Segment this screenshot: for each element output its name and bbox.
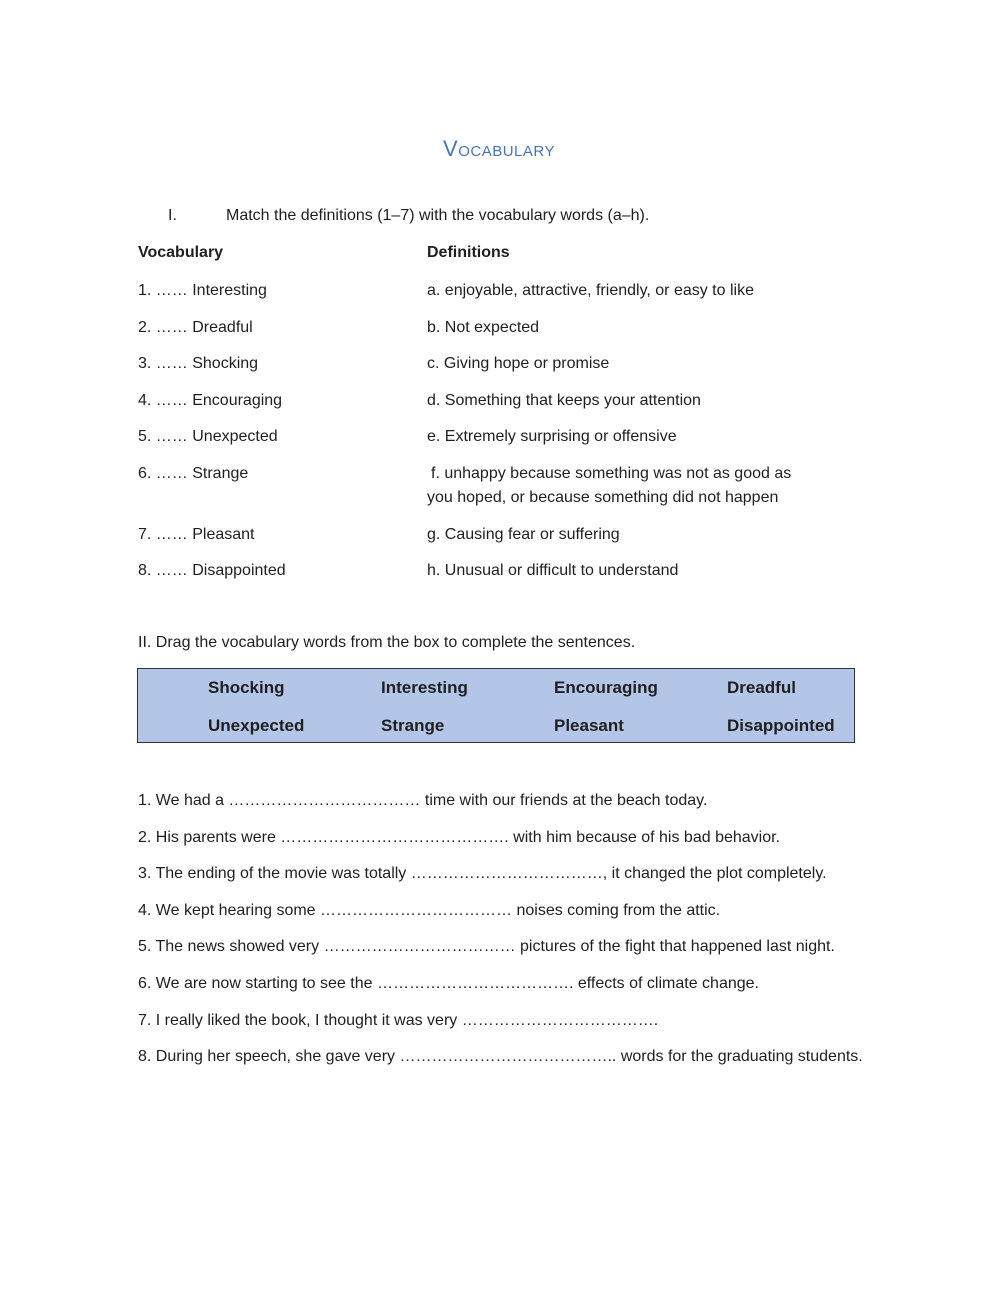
definition-e: e. Extremely surprising or offensive bbox=[427, 428, 677, 445]
word-bank-item-strange[interactable]: Strange bbox=[381, 716, 445, 735]
vocab-item-4[interactable]: 4. …… Encouraging bbox=[138, 392, 283, 409]
word-bank-item-shocking[interactable]: Shocking bbox=[208, 678, 285, 697]
vocab-item-3[interactable]: 3. …… Shocking bbox=[138, 355, 259, 372]
sentence-1[interactable]: 1. We had a ……………………………… time with our friends at the beach today. bbox=[138, 792, 708, 809]
definitions-column-header: Definitions bbox=[427, 244, 510, 261]
sentence-6[interactable]: 6. We are now starting to see the ………………………………. effects of climate change. bbox=[138, 975, 759, 992]
definition-b: b. Not expected bbox=[427, 319, 540, 336]
definition-f: f. unhappy because something was not as good as you hoped, or because something did not happen bbox=[427, 465, 792, 506]
sentence-8[interactable]: 8. During her speech, she gave very ………………………………….. words for the graduating students. bbox=[138, 1048, 863, 1065]
section1-instruction-text: Match the definitions (1–7) with the vocabulary words (a–h). bbox=[226, 207, 650, 224]
vocab-item-2[interactable]: 2. …… Dreadful bbox=[138, 319, 253, 336]
word-bank-item-interesting[interactable]: Interesting bbox=[381, 678, 468, 697]
word-bank-box bbox=[137, 668, 855, 743]
definition-g: g. Causing fear or suffering bbox=[427, 526, 620, 543]
word-bank-item-encouraging[interactable]: Encouraging bbox=[554, 678, 658, 697]
word-bank-item-dreadful[interactable]: Dreadful bbox=[727, 678, 796, 697]
vocab-item-5[interactable]: 5. …… Unexpected bbox=[138, 428, 278, 445]
sentence-3[interactable]: 3. The ending of the movie was totally ………………………………, it changed the plot completely. bbox=[138, 865, 827, 882]
word-bank-item-disappointed[interactable]: Disappointed bbox=[727, 716, 835, 735]
vocab-item-8[interactable]: 8. …… Disappointed bbox=[138, 562, 286, 579]
vocabulary-column-header: Vocabulary bbox=[138, 244, 224, 261]
vocab-item-6[interactable]: 6. …… Strange bbox=[138, 465, 249, 482]
section1-instruction bbox=[168, 207, 649, 225]
definition-a: a. enjoyable, attractive, friendly, or easy to like bbox=[427, 282, 754, 299]
section2-instruction: II. Drag the vocabulary words from the box to complete the sentences. bbox=[138, 634, 636, 651]
sentence-7[interactable]: 7. I really liked the book, I thought it was very ………………………………. bbox=[138, 1012, 659, 1029]
sentence-4[interactable]: 4. We kept hearing some ……………………………… noises coming from the attic. bbox=[138, 902, 721, 919]
definition-h: h. Unusual or difficult to understand bbox=[427, 562, 679, 579]
page-title: Vocabulary bbox=[443, 136, 555, 161]
vocab-item-7[interactable]: 7. …… Pleasant bbox=[138, 526, 255, 543]
word-bank-item-unexpected[interactable]: Unexpected bbox=[208, 716, 305, 735]
word-bank-item-pleasant[interactable]: Pleasant bbox=[554, 716, 624, 735]
section1-numeral: I. bbox=[168, 207, 177, 224]
vocab-item-1[interactable]: 1. …… Interesting bbox=[138, 282, 267, 299]
sentence-5[interactable]: 5. The news showed very ……………………………… pictures of the fight that happened last night. bbox=[138, 938, 835, 955]
definition-c: c. Giving hope or promise bbox=[427, 355, 610, 372]
definition-d: d. Something that keeps your attention bbox=[427, 392, 701, 409]
sentence-2[interactable]: 2. His parents were ……………………………………. with him because of his bad behavior. bbox=[138, 829, 780, 846]
